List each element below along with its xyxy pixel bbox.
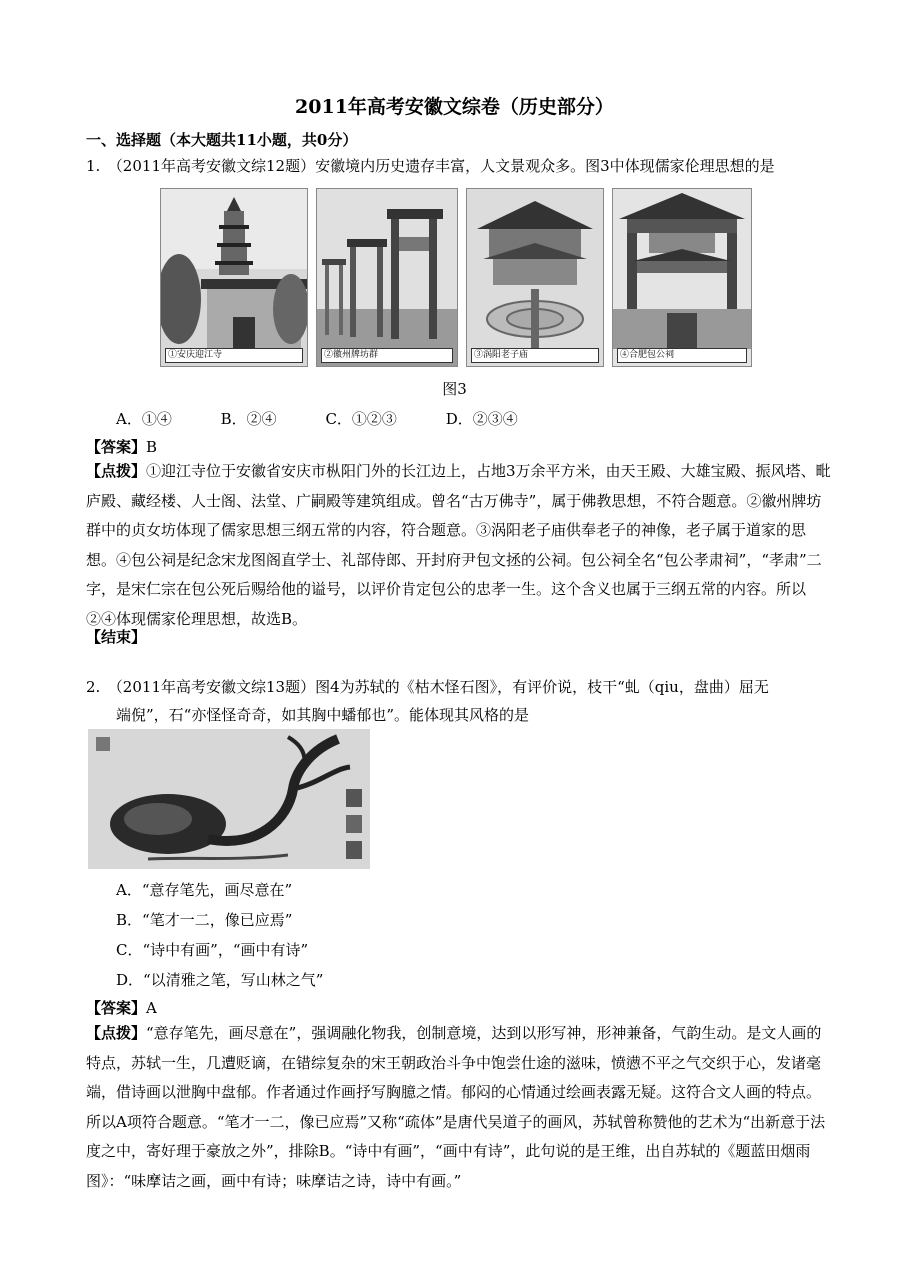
hint-text: ①迎江寺位于安徽省安庆市枞阳门外的长江边上，占地3万余平方米，由天王殿、大雄宝殿、振风塔、毗庐殿、藏经楼、人士阁、法堂、广嗣殿等建筑组成。曾名“古万佛寺”，属于佛教思想，不符合题意。②徽州牌坊群中的贞女坊体现了儒家思想三纲五常的内容，符合题意。③涡阳老子庙供奉老子的神像，老子属于道家的思想。④包公祠是纪念宋龙图阁直学士、礼部侍郎、开封府尹包文拯的公祠。包公祠全名“包公孝肃祠”，“孝肃”二字，是宋仁宗在包公死后赐给他的谥号，以评价肯定包公的忠孝一生。这个含义也属于三纲五常的内容。所以②④体现儒家伦理思想，故选B。 bbox=[86, 462, 831, 628]
q1-stem: 1. （2011年高考安徽文综12题）安徽境内历史遗存丰富，人文景观众多。图3中体现儒家伦理思想的是 bbox=[86, 157, 775, 175]
q1-option-b: B．②④ bbox=[220, 410, 277, 428]
caption-1: ①安庆迎江寺 bbox=[165, 348, 303, 363]
caption-4: ④合肥包公祠 bbox=[617, 348, 747, 363]
photo-yingjiang-temple bbox=[160, 188, 308, 367]
answer-tag: 【答案】 bbox=[86, 438, 147, 456]
q2-answer bbox=[86, 998, 157, 1018]
photo-huizhou-arches bbox=[316, 188, 458, 367]
q1-answer bbox=[86, 437, 157, 457]
q2-hint bbox=[86, 1019, 832, 1196]
photo-baogong-shrine bbox=[612, 188, 752, 367]
q2-option-a: A．“意存笔先，画尽意在” bbox=[116, 881, 293, 899]
answer-value: A bbox=[146, 999, 157, 1017]
q2-stem-line1: 2. （2011年高考安徽文综13题）图4为苏轼的《枯木怪石图》，有评价说，枝干“虬（qiu，盘曲）屈无 bbox=[86, 678, 769, 696]
q1-option-a: A．①④ bbox=[116, 410, 172, 428]
hint-tag: 【点拨】 bbox=[86, 1024, 147, 1042]
hint-text: “意存笔先，画尽意在”，强调融化物我，创制意境，达到以形写神，形神兼备，气韵生动。是文人画的特点，苏轼一生，几遭贬谪，在错综复杂的宋王朝政治斗争中饱尝仕途的滋味，愤懑不平之气交织于心，发诸毫端，借诗画以泄胸中盘郁。作者通过作画抒写胸臆之情。郁闷的心情通过绘画表露无疑。这符合文人画的特点。所以A项符合题意。“笔才一二，像已应焉”又称“疏体”是唐代吴道子的画风，苏轼曾称赞他的艺术为“出新意于法度之中，寄好理于豪放之外”，排除B。“诗中有画”，“画中有诗”，此句说的是王维，出自苏轼的《题蓝田烟雨图》：“味摩诘之画，画中有诗；味摩诘之诗，诗中有画。” bbox=[86, 1024, 826, 1190]
q2-option-d: D．“以清雅之笔，写山林之气” bbox=[116, 971, 324, 989]
figure-3-label: 图3 bbox=[442, 380, 467, 398]
q1-option-c: C．①②③ bbox=[325, 410, 397, 428]
caption-2: ②徽州牌坊群 bbox=[321, 348, 453, 363]
answer-value: B bbox=[146, 438, 158, 456]
q2-stem-line2: 端倪”，石“亦怪怪奇奇，如其胸中蟠郁也”。能体现其风格的是 bbox=[116, 706, 530, 724]
q1-end: 【结束】 bbox=[86, 628, 147, 646]
document-title: 2011年高考安徽文综卷（历史部分） bbox=[295, 96, 614, 118]
caption-3: ③涡阳老子庙 bbox=[471, 348, 599, 363]
q1-hint bbox=[86, 457, 832, 634]
q2-option-c: C．“诗中有画”，“画中有诗” bbox=[116, 941, 309, 959]
figure-4-painting bbox=[88, 729, 370, 869]
q1-options bbox=[116, 408, 562, 429]
q1-option-d: D．②③④ bbox=[445, 410, 518, 428]
figure-3-photos bbox=[160, 188, 750, 365]
hint-tag: 【点拨】 bbox=[86, 462, 147, 480]
q2-option-b: B．“笔才一二，像已应焉” bbox=[116, 911, 293, 929]
section-heading: 一、选择题（本大题共11小题，共0分） bbox=[86, 131, 358, 149]
answer-tag: 【答案】 bbox=[86, 999, 147, 1017]
photo-laozi-temple bbox=[466, 188, 604, 367]
